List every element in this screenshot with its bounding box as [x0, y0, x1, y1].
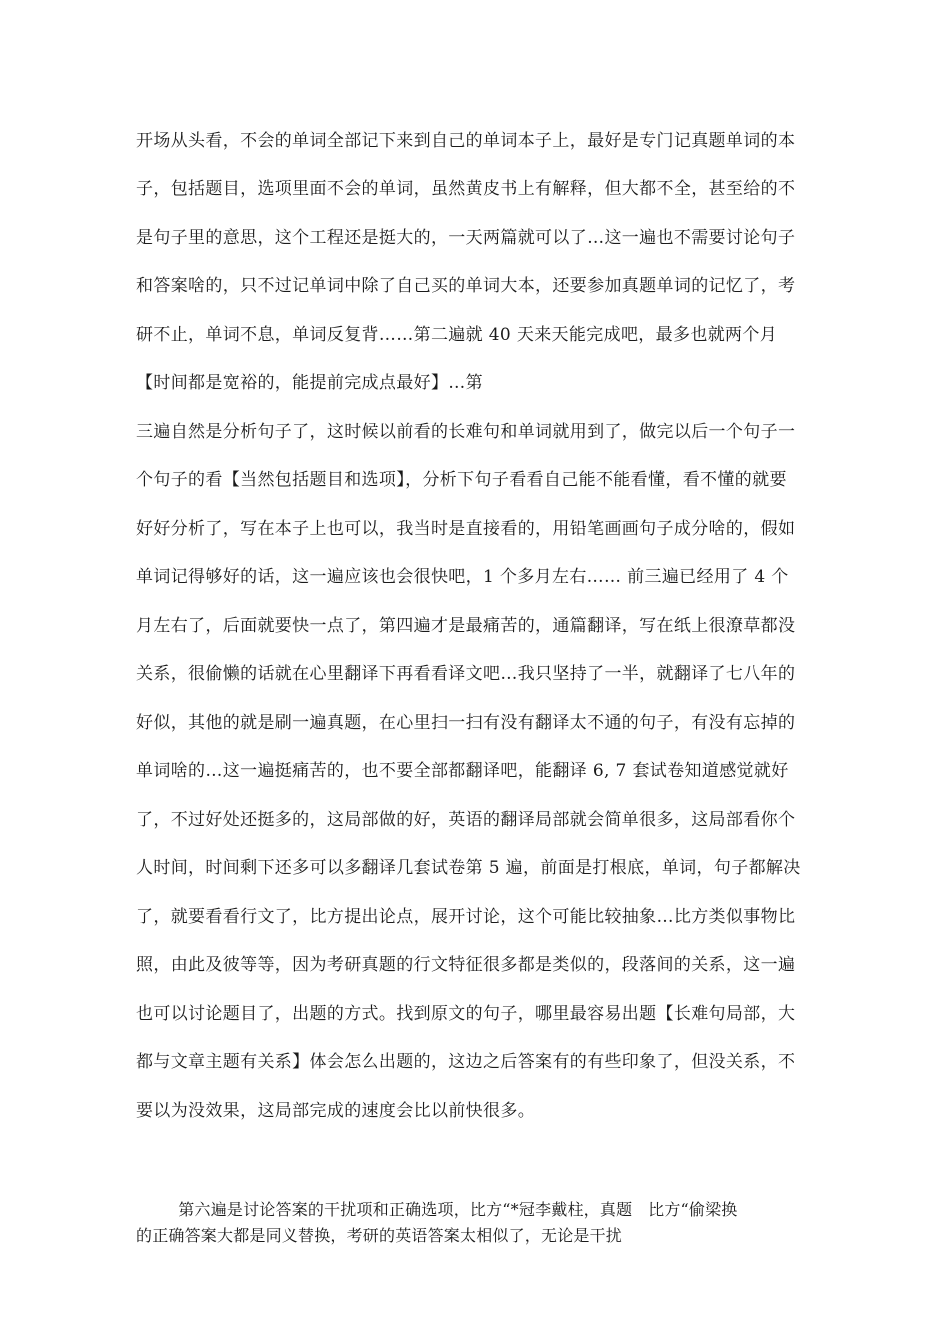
text-line: 了，就要看看行文了，比方提出论点，展开讨论，这个可能比较抽象…比方类似事物比 — [136, 907, 796, 927]
text-line: 第六遍是讨论答案的干扰项和正确选项，比方“*冠李戴柱，真题 比方“偷梁换 — [136, 1200, 738, 1219]
text-line: 关系，很偷懒的话就在心里翻译下再看看译文吧…我只坚持了一半，就翻译了七八年的 — [136, 664, 796, 684]
text-line: 好似，其他的就是刷一遍真题，在心里扫一扫有没有翻译太不通的句子，有没有忘掉的 — [136, 713, 796, 733]
text-line: 个句子的看【当然包括题目和选项】，分析下句子看看自己能不能看懂，看不懂的就要 — [136, 470, 787, 490]
text-line: 是句子里的意思，这个工程还是挺大的，一天两篇就可以了…这一遍也不需要讨论句子 — [136, 228, 796, 248]
text-line: 照，由此及彼等等，因为考研真题的行文特征很多都是类似的，段落间的关系，这一遍 — [136, 955, 796, 975]
text-line: 研不止，单词不息，单词反复背……第二遍就 40 天来天能完成吧，最多也就两个月 — [136, 325, 778, 345]
text-line: 月左右了，后面就要快一点了，第四遍才是最痛苦的，通篇翻译，写在纸上很潦草都没 — [136, 616, 796, 636]
text-line: 要以为没效果，这局部完成的速度会比以前快很多。 — [136, 1101, 536, 1121]
text-line: 单词记得够好的话，这一遍应该也会很快吧，1 个多月左右…… 前三遍已经用了 4 个 — [136, 567, 789, 587]
text-line: 也可以讨论题目了，出题的方式。找到原文的句子，哪里最容易出题【长难句局部，大 — [136, 1004, 796, 1024]
text-line: 和答案啥的，只不过记单词中除了自己买的单词大本，还要参加真题单词的记忆了，考 — [136, 276, 796, 296]
text-line: 单词啥的…这一遍挺痛苦的，也不要全部都翻译吧，能翻译 6, 7 套试卷知道感觉就好 — [136, 761, 789, 781]
text-line: 【时间都是宽裕的，能提前完成点最好】…第 — [136, 373, 483, 393]
text-line: 了，不过好处还挺多的，这局部做的好，英语的翻译局部就会简单很多，这局部看你个 — [136, 810, 796, 830]
text-line: 好好分析了，写在本子上也可以，我当时是直接看的，用铅笔画画句子成分啥的，假如 — [136, 519, 796, 539]
text-line: 子，包括题目，选项里面不会的单词，虽然黄皮书上有解释，但大都不全，甚至给的不 — [136, 179, 796, 199]
text-line: 三遍自然是分析句子了，这时候以前看的长难句和单词就用到了，做完以后一个句子一 — [136, 422, 796, 442]
text-line: 人时间，时间剩下还多可以多翻译几套试卷第 5 遍，前面是打根底，单词，句子都解决 — [136, 858, 801, 878]
text-line: 都与文章主题有关系】体会怎么出题的，这边之后答案有的有些印象了，但没关系，不 — [136, 1052, 796, 1072]
text-line: 开场从头看，不会的单词全部记下来到自己的单词本子上，最好是专门记真题单词的本 — [136, 131, 796, 151]
text-line: 的正确答案大都是同义替换，考研的英语答案太相似了，无论是干扰 — [136, 1226, 623, 1245]
